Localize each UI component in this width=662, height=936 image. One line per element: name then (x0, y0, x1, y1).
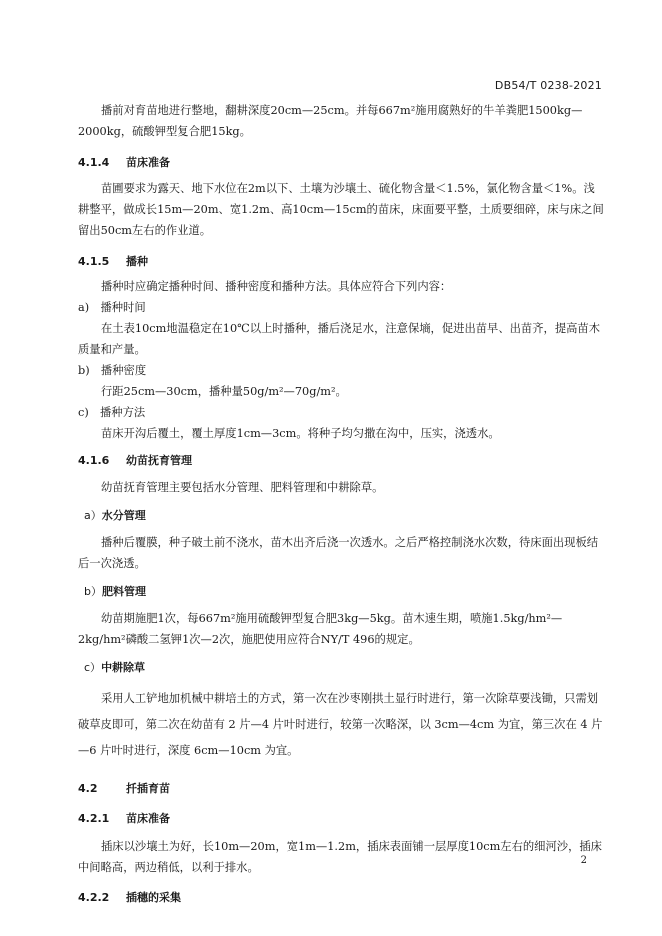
heading-title: 扦插育苗 (126, 782, 170, 795)
heading-title: 播种 (126, 255, 148, 268)
heading-4-2-1 (78, 808, 605, 829)
subheading-prefix: b） (84, 585, 102, 598)
list-item-c-text: 苗床开沟后覆土，覆土厚度1cm—3cm。将种子均匀撒在沟中，压实，浇透水。 (101, 427, 500, 440)
paragraph-soil-prep: 播前对育苗地进行整地，翻耕深度20cm—25cm。并每667m²施用腐熟好的牛羊粪肥1500kg—2000kg，硫酸钾型复合肥15kg。 (78, 104, 583, 138)
heading-title: 插穗的采集 (126, 891, 181, 904)
heading-4-2-2 (78, 887, 605, 908)
list-item-a-text: 在土表10cm地温稳定在10℃以上时播种，播后浇足水，注意保墒，促进出苗早、出苗齐，提高苗木质量和产量。 (78, 322, 601, 356)
list-item-b-text: 行距25cm—30cm，播种量50g/m²—70g/m²。 (101, 385, 347, 398)
page-number: 2 (580, 855, 587, 866)
paragraph-seedbed: 苗圃要求为露天、地下水位在2m以下、土壤为沙壤土、硫化物含量＜1.5%，氯化物含量＜1%。浅耕整平，做成长15m—20m、宽1.2m、高10cm—15cm的苗床，床面要平整，土质要细碎，床与床之间留出50cm左右的作业道。 (78, 182, 604, 237)
paragraph-fertilizer: 幼苗期施肥1次，每667m²施用硫酸钾型复合肥3kg—5kg。苗木速生期，喷施1.5kg/hm²—2kg/hm²磷酸二氢钾1次—2次，施肥使用应符合NY/T 496的规定。 (78, 612, 563, 646)
subheading-fertilizer (78, 581, 605, 602)
document-code: DB54/T 0238-2021 (494, 79, 602, 92)
heading-title: 苗床准备 (126, 156, 170, 169)
heading-number: 4.1.6 (78, 454, 110, 467)
subheading-title: 中耕除草 (101, 661, 146, 674)
subheading-title: 水分管理 (101, 509, 146, 522)
subheading-water (78, 505, 605, 526)
paragraph-weeding: 采用人工铲地加机械中耕培土的方式，第一次在沙枣刚拱土显行时进行，第一次除草要浅锄，只需划破草皮即可，第二次在幼苗有 2 片—4 片叶时进行，较第一次略深，以 3cm—4cm 为宜，第三次在 4 片—6 片叶时进行，深度 6cm—10cm 为宜。 (78, 692, 603, 757)
paragraph-sowing-intro: 播种时应确定播种时间、播种密度和播种方法。具体应符合下列内容： (101, 280, 452, 293)
heading-number: 4.2.2 (78, 891, 110, 904)
list-item-c-label: c) 播种方法 (78, 406, 146, 419)
document-body (78, 100, 605, 908)
heading-4-1-5 (78, 251, 605, 272)
heading-4-1-6 (78, 450, 605, 471)
heading-4-1-4 (78, 152, 605, 173)
heading-number: 4.2 (78, 782, 98, 795)
subheading-prefix: c） (84, 661, 102, 674)
subheading-prefix: a） (84, 509, 102, 522)
heading-number: 4.2.1 (78, 812, 110, 825)
subheading-title: 肥料管理 (101, 585, 146, 598)
paragraph-water: 播种后覆膜，种子破土前不浇水，苗木出齐后浇一次透水。之后严格控制浇水次数，待床面出现板结后一次浇透。 (78, 536, 599, 570)
paragraph-seedling-mgmt: 幼苗抚育管理主要包括水分管理、肥料管理和中耕除草。 (101, 481, 384, 494)
heading-number: 4.1.4 (78, 156, 110, 169)
list-item-b-label: b) 播种密度 (78, 364, 147, 377)
heading-title: 苗床准备 (126, 812, 170, 825)
subheading-weeding (78, 657, 605, 678)
heading-number: 4.1.5 (78, 255, 110, 268)
heading-4-2 (78, 778, 605, 799)
paragraph-cutting-bed: 插床以沙壤土为好，长10m—20m，宽1m—1.2m，插床表面铺一层厚度10cm左右的细河沙，插床中间略高，两边稍低，以利于排水。 (78, 840, 602, 874)
heading-title: 幼苗抚育管理 (126, 454, 192, 467)
list-item-a-label: a) 播种时间 (78, 301, 146, 314)
